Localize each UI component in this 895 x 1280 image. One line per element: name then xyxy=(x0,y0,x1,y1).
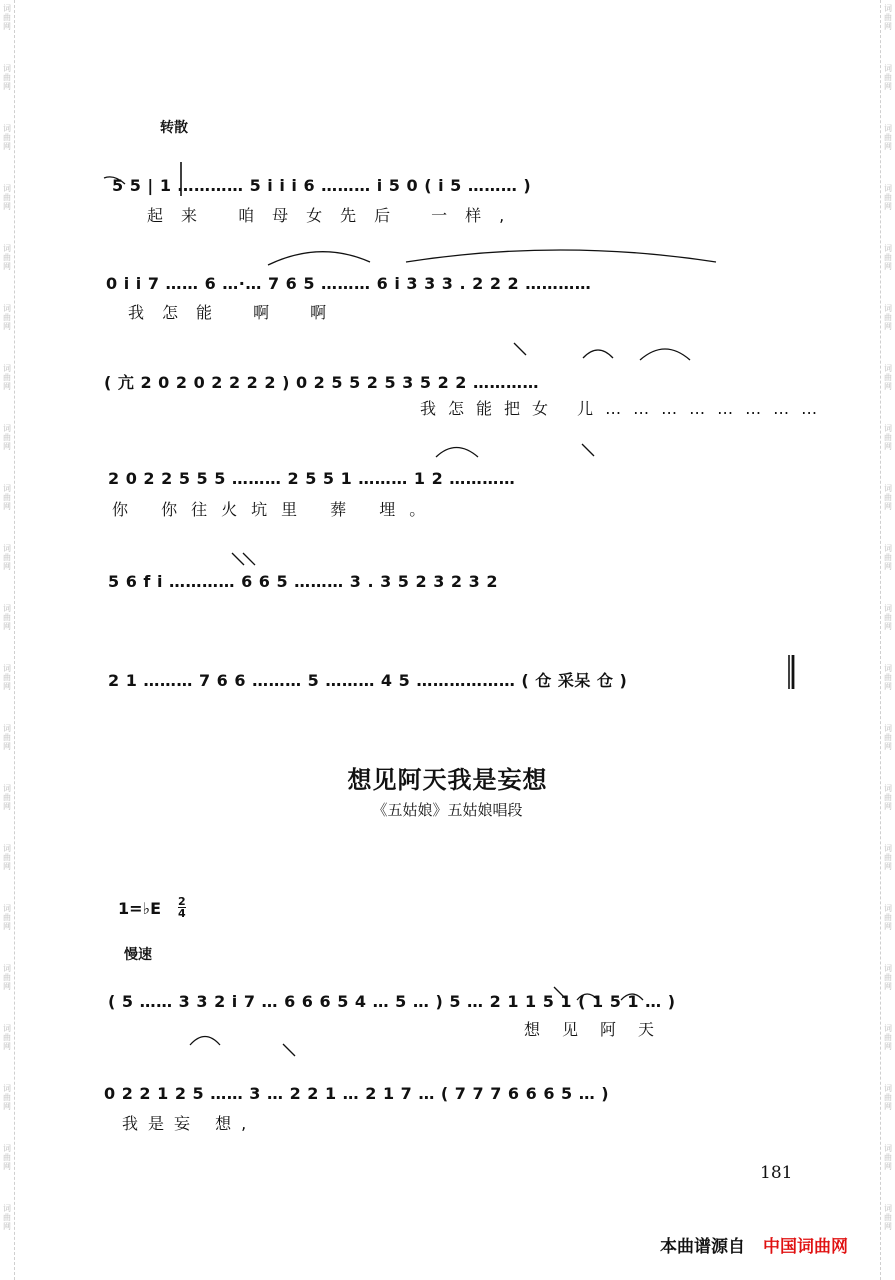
tempo-marking: 转散 xyxy=(160,120,188,136)
watermark-column-right xyxy=(880,0,895,1280)
footer-source: 中国词曲网 xyxy=(763,1237,848,1257)
watermark-text: 词曲网 xyxy=(3,544,11,571)
watermark-text: 词曲网 xyxy=(884,904,892,931)
song-title: 想见阿天我是妄想 xyxy=(347,765,548,794)
watermark-text: 词曲网 xyxy=(884,844,892,871)
watermark-text: 词曲网 xyxy=(884,724,892,751)
key-signature: 1=♭E xyxy=(118,899,162,918)
watermark-text: 词曲网 xyxy=(3,184,11,211)
notation-row-2: 0 i i 7 …… 6 …·… 7 6 5 ……… 6 i 3 3 3 . 2 2 2 ………… xyxy=(106,274,592,293)
watermark-text: 词曲网 xyxy=(884,244,892,271)
watermark-text: 词曲网 xyxy=(884,664,892,691)
watermark-text: 词曲网 xyxy=(884,1084,892,1111)
watermark-text: 词曲网 xyxy=(3,244,11,271)
footer-label: 本曲谱源自 xyxy=(660,1237,745,1257)
notation-row-4: 2 0 2 2 5 5 5 ……… 2 5 5 1 ……… 1 2 ………… xyxy=(108,469,516,488)
notation-row-5: 5 6 f i ………… 6 6 5 ……… 3 . 3 5 2 3 2 3 2 xyxy=(108,572,498,591)
watermark-text: 词曲网 xyxy=(3,124,11,151)
watermark-text: 词曲网 xyxy=(3,364,11,391)
watermark-text: 词曲网 xyxy=(3,424,11,451)
watermark-text: 词曲网 xyxy=(3,1024,11,1051)
song-subtitle: 《五姑娘》五姑娘唱段 xyxy=(372,801,523,819)
watermark-text: 词曲网 xyxy=(884,1204,892,1231)
watermark-text: 词曲网 xyxy=(884,304,892,331)
lyric-row-4: 你 你往火坑里 葬 埋。 xyxy=(112,500,440,519)
watermark-text: 词曲网 xyxy=(884,184,892,211)
watermark-text: 词曲网 xyxy=(884,1024,892,1051)
watermark-text: 词曲网 xyxy=(3,844,11,871)
watermark-text: 词曲网 xyxy=(3,664,11,691)
watermark-text: 词曲网 xyxy=(884,604,892,631)
notation-row-6: 2 1 ……… 7 6 6 ……… 5 ……… 4 5 ……………… ( 仓 采呆 仓 ) xyxy=(108,671,628,690)
meter-bottom: 4 xyxy=(178,907,186,920)
watermark-text: 词曲网 xyxy=(3,904,11,931)
song-notation-row-1: ( 5 …… 3 3 2 i 7 … 6 6 6 5 4 … 5 … ) 5 … 2 1 1 5 1 ( 1 5 1 … ) xyxy=(108,992,676,1011)
watermark-text: 词曲网 xyxy=(884,124,892,151)
watermark-text: 词曲网 xyxy=(884,364,892,391)
watermark-text: 词曲网 xyxy=(884,544,892,571)
watermark-text: 词曲网 xyxy=(884,1144,892,1171)
page-number: 181 xyxy=(760,1163,793,1183)
watermark-text: 词曲网 xyxy=(884,964,892,991)
watermark-text: 词曲网 xyxy=(884,424,892,451)
watermark-text: 词曲网 xyxy=(3,784,11,811)
notation-row-3: ( 亢 2 0 2 0 2 2 2 2 ) 0 2 5 5 2 5 3 5 2 2 ………… xyxy=(104,373,539,392)
song-tempo: 慢速 xyxy=(124,947,152,963)
song-notation-row-2: 0 2 2 1 2 5 …… 3 … 2 2 1 … 2 1 7 … ( 7 7 7 6 6 6 5 … ) xyxy=(104,1084,610,1103)
meter-top: 2 xyxy=(178,895,186,908)
song-lyric-row-2: 我是妄 想, xyxy=(122,1114,257,1133)
watermark-text: 词曲网 xyxy=(3,304,11,331)
watermark-text: 词曲网 xyxy=(3,484,11,511)
watermark-column-left xyxy=(0,0,15,1280)
watermark-text: 词曲网 xyxy=(3,64,11,91)
watermark-text: 词曲网 xyxy=(3,4,11,31)
song-lyric-row-1: 想见阿天 xyxy=(524,1020,677,1039)
footer-credit xyxy=(660,1232,848,1257)
lyric-row-3: 我怎能把女 儿…………………… xyxy=(420,399,830,418)
notation-row-1: 5 5 | 1 ………… 5 i i i 6 ……… i 5 0 ( i 5 ……… ) xyxy=(112,176,532,195)
watermark-text: 词曲网 xyxy=(3,964,11,991)
lyric-row-2: 我怎能 啊 啊 xyxy=(128,303,345,322)
watermark-text: 词曲网 xyxy=(884,484,892,511)
watermark-text: 词曲网 xyxy=(3,604,11,631)
watermark-text: 词曲网 xyxy=(3,1144,11,1171)
lyric-row-1: 起来 咱母女先后 一样, xyxy=(147,206,523,225)
watermark-text: 词曲网 xyxy=(884,4,892,31)
watermark-text: 词曲网 xyxy=(884,784,892,811)
watermark-text: 词曲网 xyxy=(884,64,892,91)
watermark-text: 词曲网 xyxy=(3,1084,11,1111)
time-signature xyxy=(178,896,186,919)
watermark-text: 词曲网 xyxy=(3,1204,11,1231)
watermark-text: 词曲网 xyxy=(3,724,11,751)
